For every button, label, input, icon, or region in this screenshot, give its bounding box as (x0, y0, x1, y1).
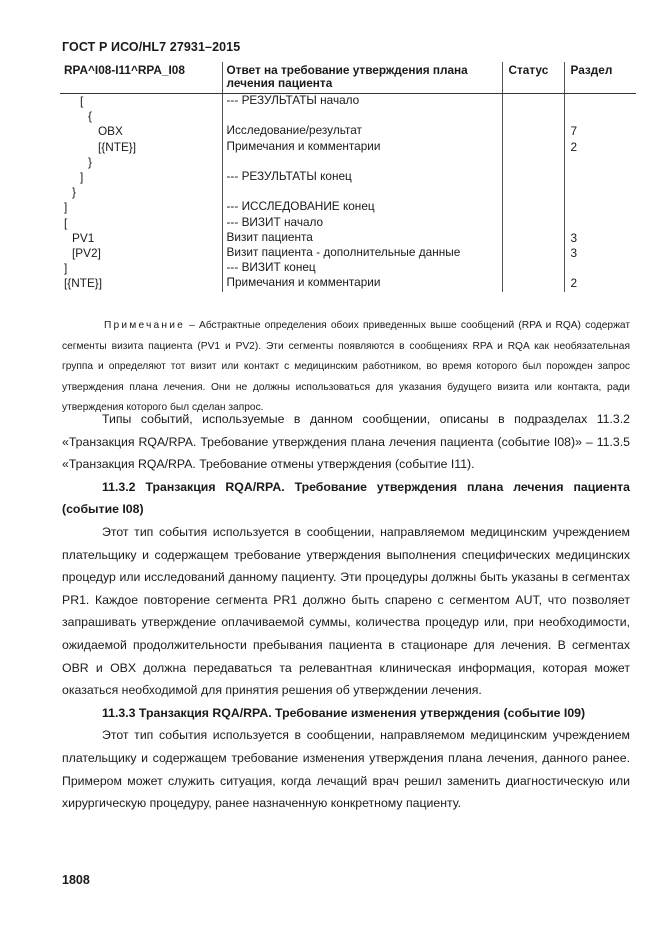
cell-segment: ] (64, 261, 68, 276)
cell-section (564, 200, 636, 215)
cell-segment: { (88, 109, 92, 124)
page-number: 1808 (62, 873, 90, 887)
cell-segment: OBX (98, 124, 123, 139)
cell-segment: } (88, 154, 92, 169)
cell-segment: [{NTE}] (64, 276, 103, 291)
table-row (60, 170, 636, 185)
cell-section: 2 (564, 276, 636, 291)
cell-message: Примечания и комментарии (222, 140, 502, 155)
cell-status (502, 261, 564, 276)
message-structure-table (60, 62, 636, 292)
main-text (62, 408, 630, 815)
table-row (60, 140, 636, 155)
cell-status (502, 170, 564, 185)
cell-message: Исследование/результат (222, 124, 502, 139)
table-body (60, 94, 636, 292)
table-row (60, 261, 636, 276)
cell-section: 3 (564, 231, 636, 246)
cell-status (502, 124, 564, 139)
table-row (60, 124, 636, 139)
standard-title: ГОСТ Р ИСО/HL7 27931–2015 (62, 40, 241, 54)
table-row (60, 109, 636, 124)
column-header-segment: RPA^I08-I11^RPA_I08 (60, 62, 222, 94)
cell-message (222, 109, 502, 124)
cell-status (502, 140, 564, 155)
cell-status (502, 200, 564, 215)
table-row (60, 216, 636, 231)
cell-section (564, 261, 636, 276)
table-row (60, 276, 636, 291)
cell-section (564, 94, 636, 110)
cell-section: 7 (564, 124, 636, 139)
cell-status (502, 185, 564, 200)
intro-paragraph: Типы событий, используемые в данном сообщении, описаны в подразделах 11.3.2 «Транзакция RQA/RPA. Требование утверждения плана лечения пациента (событие I08)» – 11.3.5 «Транзакция RQA/RPA. Требование отмены утверждения (событие I11). (62, 412, 630, 472)
cell-section (564, 185, 636, 200)
column-header-status: Статус (502, 62, 564, 94)
note-block (62, 316, 630, 419)
cell-status (502, 216, 564, 231)
cell-message (222, 185, 502, 200)
cell-message: Визит пациента (222, 231, 502, 246)
cell-section (564, 155, 636, 170)
cell-segment: ] (64, 200, 68, 215)
cell-segment: [ (80, 94, 84, 108)
table-header-row (60, 62, 636, 94)
column-header-message: Ответ на требование утверждения плана лечения пациента (222, 62, 502, 94)
table-row (60, 185, 636, 200)
table-row (60, 231, 636, 246)
cell-message: --- ИССЛЕДОВАНИЕ конец (222, 200, 502, 215)
cell-message: --- ВИЗИТ начало (222, 216, 502, 231)
table-row (60, 94, 636, 110)
section-paragraph-11-3-3: Этот тип события используется в сообщении, направляемом медицинским учреждением плательщику и содержащем требование изменения утверждения плана лечения, данного ранее. Примером может служить ситуация, когда лечащий врач решил заменить диагностическую или хирургическую процедуру, ранее назначенную конкретному пациенту. (62, 728, 630, 811)
cell-section (564, 170, 636, 185)
cell-status (502, 231, 564, 246)
cell-segment: [PV2] (72, 246, 101, 261)
section-heading-11-3-2: 11.3.2 Транзакция RQA/RPA. Требование утверждения плана лечения пациента (событие I08) (62, 479, 630, 517)
cell-segment: ] (80, 170, 84, 185)
cell-section: 3 (564, 246, 636, 261)
cell-status (502, 246, 564, 261)
cell-section: 2 (564, 140, 636, 155)
cell-status (502, 94, 564, 110)
cell-message: --- ВИЗИТ конец (222, 261, 502, 276)
cell-status (502, 109, 564, 124)
cell-message (222, 155, 502, 170)
cell-message: Визит пациента - дополнительные данные (222, 246, 502, 261)
table-row (60, 246, 636, 261)
cell-message: --- РЕЗУЛЬТАТЫ начало (222, 94, 502, 110)
cell-segment: PV1 (72, 230, 95, 245)
cell-message: --- РЕЗУЛЬТАТЫ конец (222, 170, 502, 185)
cell-section (564, 109, 636, 124)
cell-message: Примечания и комментарии (222, 276, 502, 291)
note-label: Примечание (104, 320, 185, 331)
cell-segment: [{NTE}] (98, 139, 137, 154)
cell-segment: [ (64, 215, 68, 230)
section-heading-11-3-3: 11.3.3 Транзакция RQA/RPA. Требование изменения утверждения (событие I09) (102, 705, 586, 720)
cell-status (502, 155, 564, 170)
cell-status (502, 276, 564, 291)
table-row (60, 155, 636, 170)
section-paragraph-11-3-2: Этот тип события используется в сообщении, направляемом медицинским учреждением плательщику и содержащем требование утверждения выполнения специфических медицинских процедур или исследований данному пациенту. Эти процедуры должны быть указаны в сегментах PR1. Каждое повторение сегмента PR1 должно быть спарено с сегментом AUT, что позволяет запрашивать утверждение оплачиваемой суммы, количества процедур или, при необходимости, ожидаемой продолжительности пребывания пациента в стационаре для лечения. В сегментах OBR и OBX должна передаваться та релевантная клиническая информация, которая может оказаться необходимой для принятия решения об утверждении лечения. (62, 524, 630, 698)
note-text: – Абстрактные определения обоих приведенных выше сообщений (RPA и RQA) содержат сегменты визита пациента (PV1 и PV2). Эти сегменты появляются в сообщениях RPA и RQA как необязательная группа и определяют тот визит или контакт с медицинским работником, во время которого был порожден запрос утверждения плана лечения. Они не должны использоваться для указания будущего визита или контакта, ради утверждения которого был сделан запрос. (62, 320, 630, 413)
column-header-section: Раздел (564, 62, 636, 94)
table-row (60, 200, 636, 215)
cell-section (564, 216, 636, 231)
cell-segment: } (72, 185, 76, 200)
